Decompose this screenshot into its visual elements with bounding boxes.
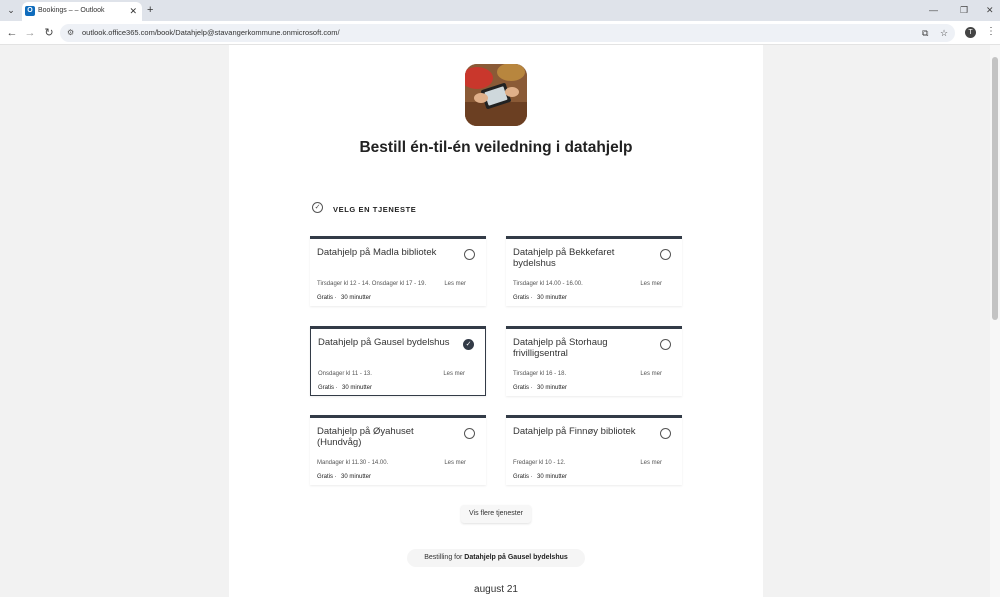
service-name: Datahjelp på Gausel bydelshus bbox=[318, 337, 450, 348]
service-price: Gratis · bbox=[317, 474, 337, 480]
tab-title: Bookings – – Outlook bbox=[38, 7, 105, 14]
tab-search-icon[interactable]: ⌄ bbox=[7, 5, 15, 15]
read-more-link[interactable]: Les mer bbox=[640, 460, 662, 466]
service-card-selected[interactable] bbox=[310, 326, 486, 396]
scrollbar-thumb[interactable] bbox=[992, 57, 998, 320]
profile-avatar[interactable]: T bbox=[965, 27, 976, 38]
radio-unchecked-icon[interactable] bbox=[660, 339, 671, 350]
read-more-link[interactable]: Les mer bbox=[444, 281, 466, 287]
install-app-icon[interactable]: ⧉ bbox=[922, 28, 929, 38]
radio-checked-icon[interactable]: ✓ bbox=[463, 339, 474, 350]
service-duration: 30 minutter bbox=[537, 385, 568, 391]
step-label: VELG EN TJENESTE bbox=[333, 205, 417, 214]
service-card[interactable] bbox=[310, 415, 486, 485]
radio-unchecked-icon[interactable] bbox=[464, 249, 475, 260]
service-price: Gratis · bbox=[513, 295, 533, 301]
reload-icon[interactable]: ↻ bbox=[44, 27, 54, 39]
page-title: Bestill én-til-én veiledning i datahjelp bbox=[359, 139, 633, 156]
browser-toolbar bbox=[0, 21, 1000, 45]
new-tab-icon[interactable]: + bbox=[147, 4, 154, 16]
browser-tab[interactable] bbox=[22, 2, 142, 21]
radio-unchecked-icon[interactable] bbox=[464, 428, 475, 439]
restore-icon[interactable]: ❐ bbox=[960, 5, 969, 15]
read-more-link[interactable]: Les mer bbox=[640, 371, 662, 377]
outlook-favicon-icon: O bbox=[25, 6, 35, 16]
service-schedule: Mandager kl 11.30 - 14.00. bbox=[317, 460, 389, 466]
service-duration: 30 minutter bbox=[537, 474, 568, 480]
page-scrollbar[interactable] bbox=[990, 45, 1000, 597]
site-info-icon[interactable]: ⚙ bbox=[67, 28, 75, 37]
booking-page bbox=[229, 45, 763, 597]
tab-close-icon[interactable]: ✕ bbox=[129, 6, 137, 16]
read-more-link[interactable]: Les mer bbox=[444, 460, 466, 466]
booking-for-prefix: Bestilling for bbox=[424, 554, 463, 561]
read-more-link[interactable]: Les mer bbox=[640, 281, 662, 287]
service-schedule: Fredager kl 10 - 12. bbox=[513, 460, 566, 466]
service-card[interactable] bbox=[506, 236, 682, 306]
calendar-month-label: august 21 bbox=[474, 584, 518, 595]
service-card[interactable] bbox=[506, 326, 682, 396]
service-schedule: Onsdager kl 11 - 13. bbox=[318, 371, 372, 377]
window-close-icon[interactable]: ✕ bbox=[986, 5, 994, 15]
service-price: Gratis · bbox=[317, 295, 337, 301]
minimize-icon[interactable]: — bbox=[929, 5, 938, 15]
service-duration: 30 minutter bbox=[341, 295, 372, 301]
back-icon[interactable]: ← bbox=[6, 27, 18, 39]
service-card[interactable] bbox=[310, 236, 486, 306]
booking-for-pill bbox=[407, 549, 585, 567]
service-price: Gratis · bbox=[513, 474, 533, 480]
service-name: Datahjelp på Finnøy bibliotek bbox=[513, 426, 636, 437]
bookmark-star-icon[interactable]: ☆ bbox=[940, 28, 949, 38]
service-name: Datahjelp på Madla bibliotek bbox=[317, 247, 437, 258]
tab-bar bbox=[0, 0, 1000, 21]
radio-unchecked-icon[interactable] bbox=[660, 428, 671, 439]
forward-icon[interactable]: → bbox=[24, 27, 36, 39]
service-name: Datahjelp på Storhaug frivilligsentral bbox=[513, 337, 608, 359]
booking-for-service: Datahjelp på Gausel bydelshus bbox=[464, 554, 568, 561]
tablet-photo-icon bbox=[465, 64, 527, 126]
radio-unchecked-icon[interactable] bbox=[660, 249, 671, 260]
service-name: Datahjelp på Øyahuset (Hundvåg) bbox=[317, 426, 414, 448]
service-schedule: Tirsdager kl 16 - 18. bbox=[513, 371, 567, 377]
service-price: Gratis · bbox=[513, 385, 533, 391]
address-bar[interactable] bbox=[60, 24, 955, 42]
browser-menu-icon[interactable]: ⋮ bbox=[986, 26, 996, 37]
hero-image bbox=[465, 64, 527, 126]
service-schedule: Tirsdager kl 12 - 14. Onsdager kl 17 - 19. bbox=[317, 281, 427, 287]
url-text[interactable]: outlook.office365.com/book/Datahjelp@stavangerkommune.onmicrosoft.com/ bbox=[82, 28, 340, 37]
show-more-services-button[interactable]: Vis flere tjenester bbox=[461, 505, 531, 523]
service-schedule: Tirsdager kl 14.00 - 16.00. bbox=[513, 281, 583, 287]
service-duration: 30 minutter bbox=[342, 385, 373, 391]
service-name: Datahjelp på Bekkefaret bydelshus bbox=[513, 247, 615, 269]
service-card[interactable] bbox=[506, 415, 682, 485]
service-price: Gratis · bbox=[318, 385, 338, 391]
service-duration: 30 minutter bbox=[341, 474, 372, 480]
service-duration: 30 minutter bbox=[537, 295, 568, 301]
read-more-link[interactable]: Les mer bbox=[443, 371, 465, 377]
check-circle-icon: ✓ bbox=[312, 202, 323, 213]
